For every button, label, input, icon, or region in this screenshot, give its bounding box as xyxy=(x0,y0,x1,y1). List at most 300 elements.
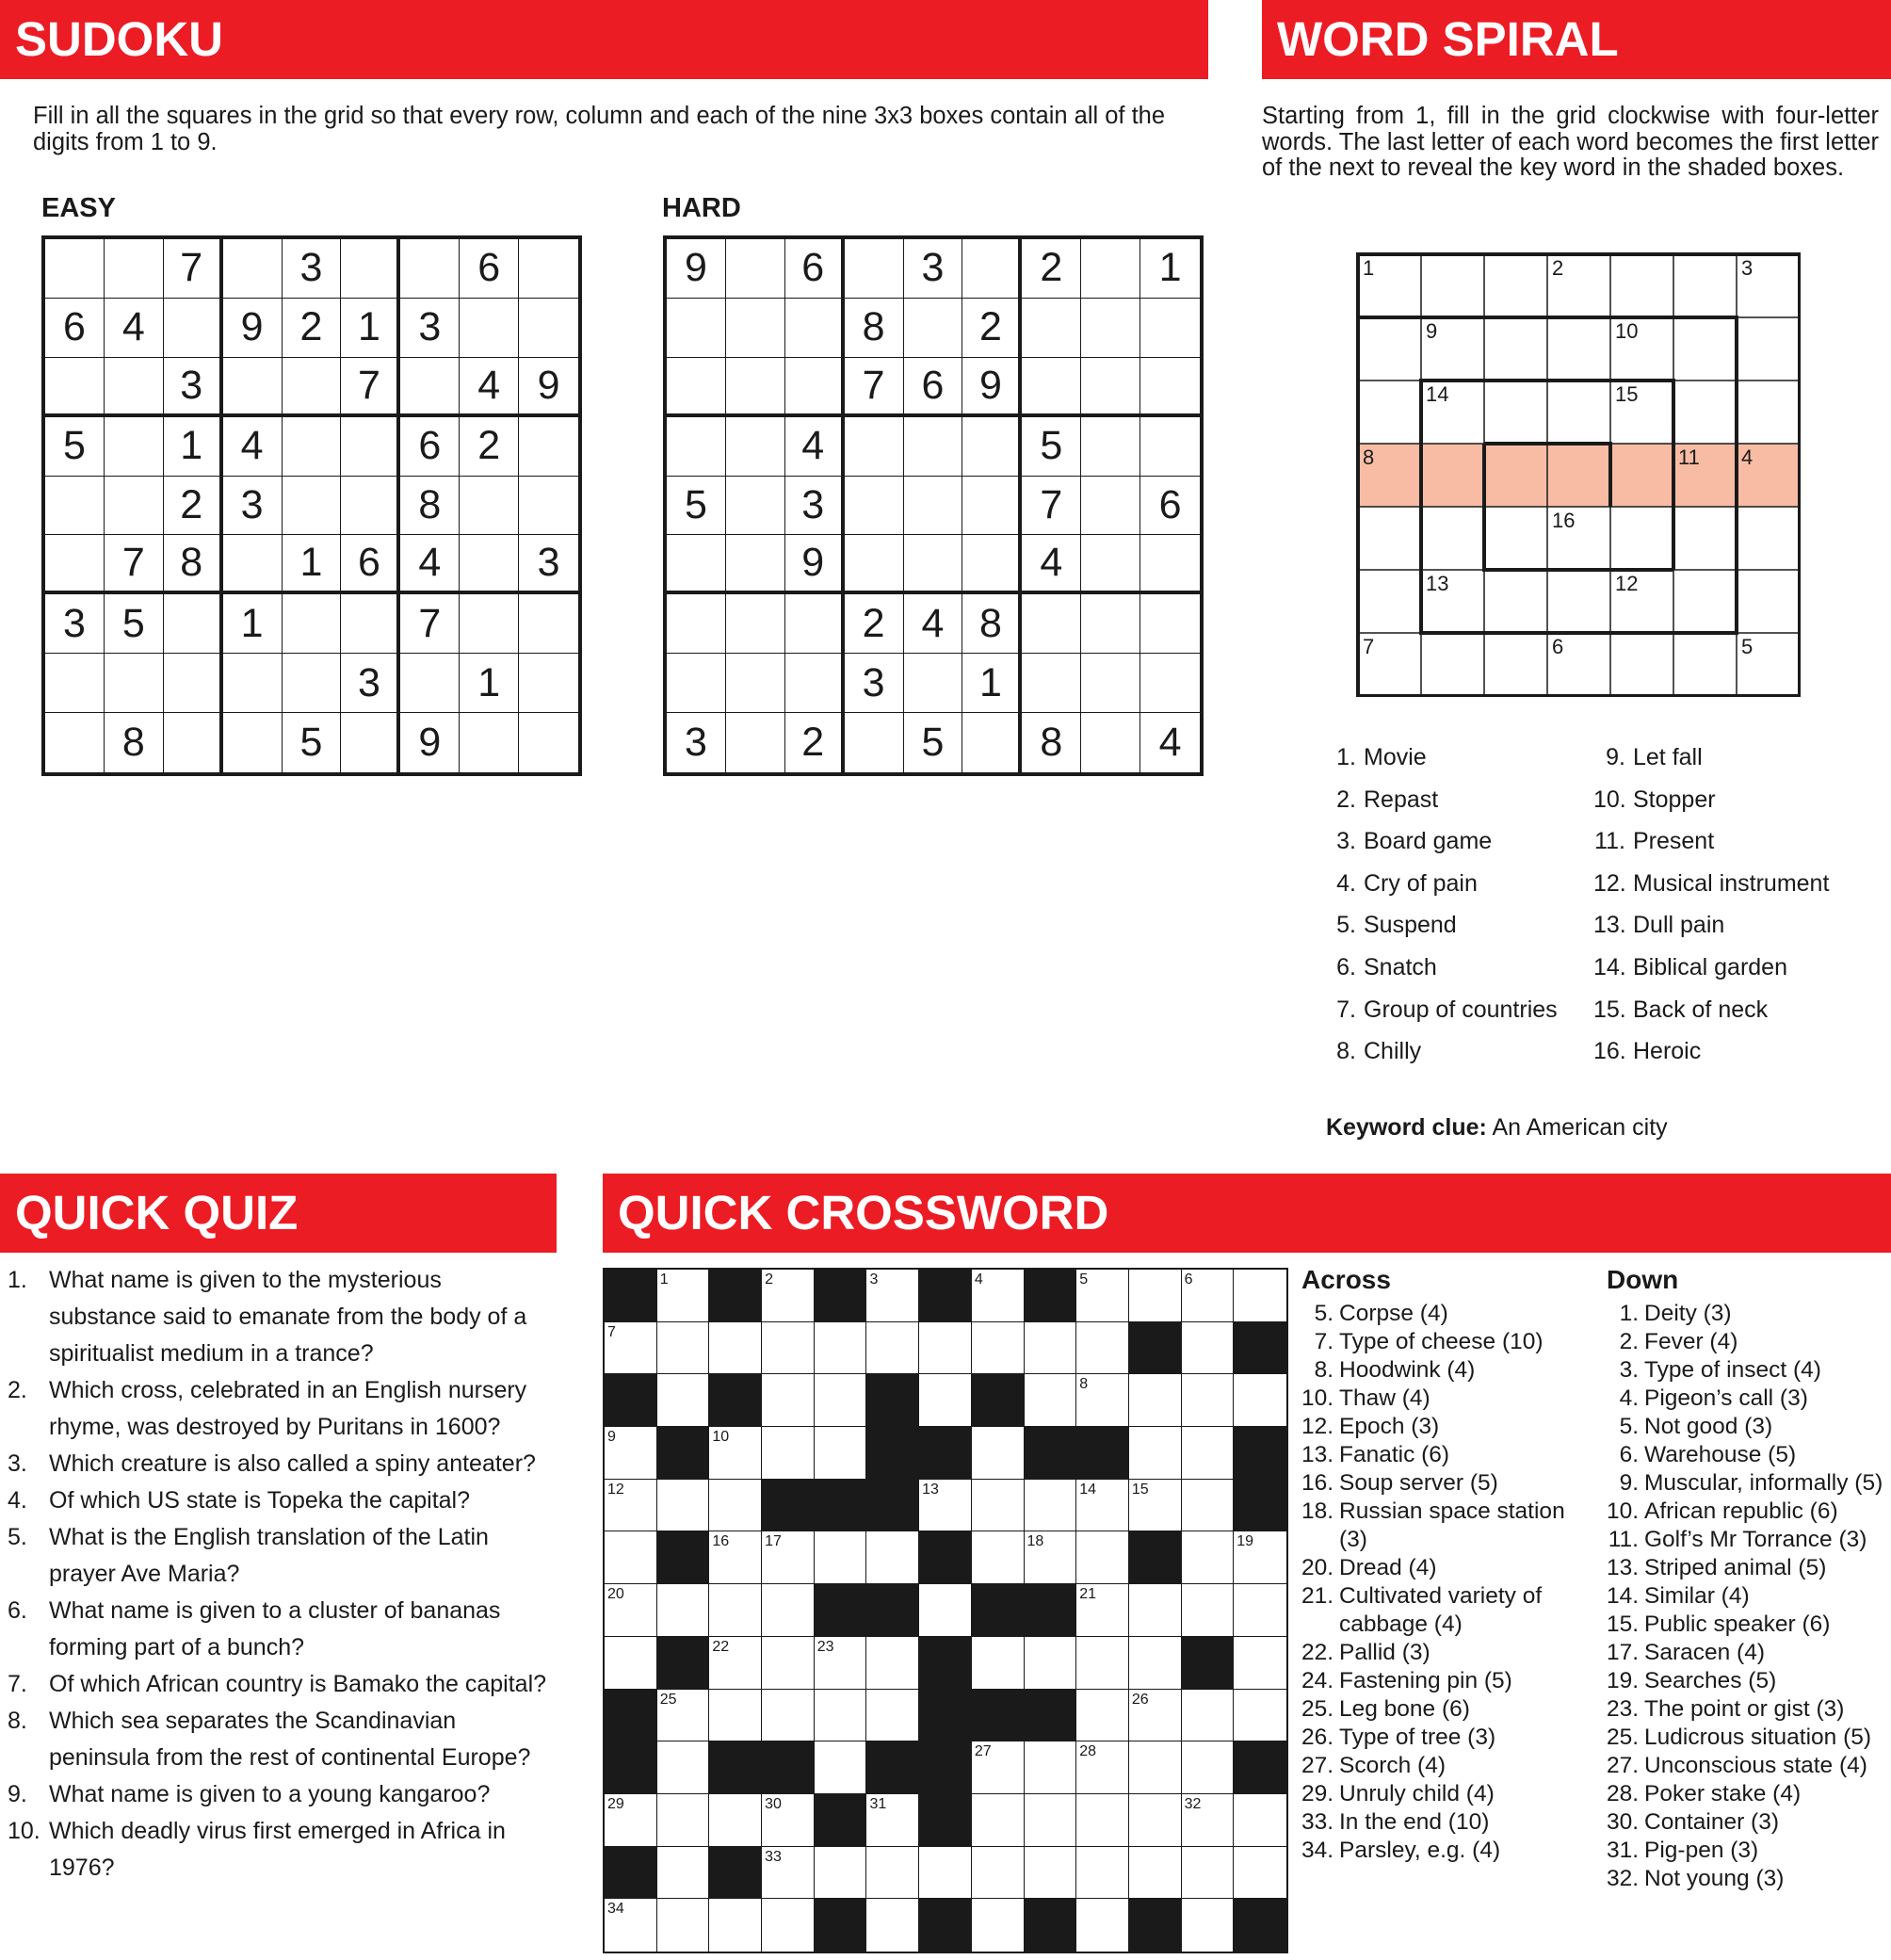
sudoku-cell[interactable] xyxy=(223,535,283,594)
sudoku-cell[interactable]: 3 xyxy=(400,299,460,358)
crossword-cell[interactable] xyxy=(1076,1480,1129,1532)
crossword-cell[interactable] xyxy=(972,1480,1025,1532)
sudoku-cell[interactable]: 9 xyxy=(667,239,726,299)
sudoku-cell[interactable] xyxy=(667,594,726,654)
sudoku-cell[interactable]: 6 xyxy=(1140,477,1200,536)
crossword-cell[interactable] xyxy=(972,1741,1025,1794)
crossword-cell[interactable] xyxy=(709,1322,762,1375)
crossword-cell[interactable] xyxy=(1234,1531,1286,1584)
spiral-clue-number: 1. xyxy=(1336,744,1356,770)
crossword-cell[interactable] xyxy=(972,1637,1025,1690)
crossword-cell[interactable] xyxy=(1234,1690,1286,1742)
crossword-cell[interactable] xyxy=(1025,1531,1077,1584)
sudoku-cell[interactable] xyxy=(1140,358,1200,417)
quiz-question-text: What name is given to a cluster of bananas forming part of a bunch? xyxy=(49,1597,501,1660)
sudoku-cell[interactable] xyxy=(1081,358,1140,417)
sudoku-cell[interactable]: 6 xyxy=(341,535,400,594)
crossword-black-cell xyxy=(1129,1322,1182,1375)
sudoku-cell[interactable] xyxy=(667,299,726,358)
sudoku-cell[interactable]: 1 xyxy=(164,417,223,477)
sudoku-cell[interactable]: 5 xyxy=(1022,417,1081,477)
sudoku-cell[interactable] xyxy=(1140,299,1200,358)
crossword-cell[interactable] xyxy=(762,1531,815,1584)
crossword-cell[interactable] xyxy=(605,1531,657,1584)
crossword-cell[interactable] xyxy=(657,1480,710,1532)
crossword-clue-number: 34. xyxy=(1301,1838,1334,1863)
crossword-cell[interactable] xyxy=(1182,1899,1235,1952)
sudoku-cell[interactable] xyxy=(1140,417,1200,477)
sudoku-cell[interactable] xyxy=(962,713,1022,772)
crossword-cell[interactable] xyxy=(919,1847,972,1900)
crossword-black-cell xyxy=(1025,1690,1077,1742)
sudoku-cell[interactable] xyxy=(460,713,519,772)
sudoku-cell[interactable] xyxy=(1081,477,1140,536)
sudoku-cell[interactable] xyxy=(1081,299,1140,358)
sudoku-cell[interactable] xyxy=(283,358,342,417)
crossword-cell[interactable] xyxy=(972,1322,1025,1375)
sudoku-cell[interactable] xyxy=(400,239,460,299)
crossword-cell[interactable] xyxy=(815,1374,867,1427)
crossword-cell[interactable] xyxy=(1182,1794,1235,1847)
crossword-clue-text: Ludicrous situation (5) xyxy=(1644,1725,1872,1750)
sudoku-cell[interactable]: 1 xyxy=(460,654,519,713)
crossword-cell[interactable] xyxy=(815,1322,867,1375)
crossword-cell[interactable] xyxy=(866,1637,919,1690)
sudoku-cell[interactable] xyxy=(1081,713,1140,772)
sudoku-cell[interactable]: 4 xyxy=(105,299,164,358)
crossword-cell[interactable] xyxy=(1234,1794,1286,1847)
crossword-cell[interactable] xyxy=(972,1899,1025,1952)
sudoku-cell[interactable]: 7 xyxy=(400,594,460,654)
crossword-cell[interactable] xyxy=(1076,1637,1129,1690)
sudoku-cell[interactable]: 6 xyxy=(460,239,519,299)
crossword-cell[interactable] xyxy=(866,1899,919,1952)
crossword-cell[interactable] xyxy=(972,1794,1025,1847)
sudoku-cell[interactable] xyxy=(785,358,845,417)
sudoku-cell[interactable] xyxy=(845,713,904,772)
crossword-cell[interactable] xyxy=(1129,1270,1182,1322)
sudoku-cell[interactable]: 7 xyxy=(845,358,904,417)
crossword-cell[interactable] xyxy=(815,1531,867,1584)
crossword-cell[interactable] xyxy=(815,1427,867,1480)
sudoku-cell[interactable] xyxy=(341,594,400,654)
sudoku-cell[interactable] xyxy=(45,358,105,417)
crossword-cell[interactable] xyxy=(1025,1637,1077,1690)
sudoku-cell[interactable]: 2 xyxy=(283,299,342,358)
sudoku-cell[interactable] xyxy=(105,417,164,477)
sudoku-cell[interactable] xyxy=(341,417,400,477)
crossword-cell-number: 24 xyxy=(922,1638,939,1655)
sudoku-cell[interactable] xyxy=(400,654,460,713)
sudoku-cell[interactable]: 3 xyxy=(45,594,105,654)
sudoku-cell[interactable] xyxy=(667,417,726,477)
crossword-cell[interactable] xyxy=(762,1374,815,1427)
sudoku-cell[interactable]: 9 xyxy=(519,358,578,417)
crossword-cell[interactable] xyxy=(1182,1374,1235,1427)
sudoku-cell[interactable]: 1 xyxy=(962,654,1022,713)
sudoku-cell[interactable]: 4 xyxy=(460,358,519,417)
crossword-cell[interactable] xyxy=(1025,1322,1077,1375)
crossword-cell[interactable] xyxy=(657,1690,710,1742)
crossword-cell[interactable] xyxy=(1076,1322,1129,1375)
sudoku-cell[interactable]: 3 xyxy=(223,477,283,536)
quiz-question xyxy=(8,1446,554,1482)
sudoku-cell[interactable] xyxy=(223,654,283,713)
crossword-cell[interactable] xyxy=(1025,1794,1077,1847)
sudoku-cell[interactable] xyxy=(1022,594,1081,654)
sudoku-cell[interactable] xyxy=(45,654,105,713)
crossword-cell[interactable] xyxy=(972,1270,1025,1322)
crossword-cell[interactable] xyxy=(1182,1480,1235,1532)
crossword-cell[interactable] xyxy=(1234,1847,1286,1900)
sudoku-cell[interactable] xyxy=(667,535,726,594)
sudoku-cell[interactable] xyxy=(1140,535,1200,594)
crossword-cell[interactable] xyxy=(657,1584,710,1637)
crossword-cell[interactable] xyxy=(1182,1322,1235,1375)
crossword-cell[interactable] xyxy=(1182,1741,1235,1794)
sudoku-cell[interactable]: 9 xyxy=(400,713,460,772)
sudoku-cell[interactable] xyxy=(164,299,223,358)
sudoku-cell[interactable]: 3 xyxy=(519,535,578,594)
sudoku-cell[interactable]: 6 xyxy=(400,417,460,477)
sudoku-cell[interactable] xyxy=(164,594,223,654)
crossword-cell[interactable] xyxy=(762,1899,815,1952)
crossword-cell[interactable] xyxy=(1076,1531,1129,1584)
crossword-cell[interactable] xyxy=(919,1374,972,1427)
crossword-cell[interactable] xyxy=(866,1847,919,1900)
crossword-cell[interactable] xyxy=(972,1427,1025,1480)
crossword-cell[interactable] xyxy=(1182,1584,1235,1637)
sudoku-cell[interactable] xyxy=(223,713,283,772)
crossword-cell[interactable] xyxy=(1025,1741,1077,1794)
sudoku-cell[interactable]: 3 xyxy=(667,713,726,772)
sudoku-cell[interactable] xyxy=(785,654,845,713)
sudoku-cell[interactable]: 7 xyxy=(341,358,400,417)
crossword-cell[interactable] xyxy=(815,1847,867,1900)
sudoku-cell[interactable]: 2 xyxy=(460,417,519,477)
sudoku-cell[interactable] xyxy=(519,477,578,536)
sudoku-cell[interactable] xyxy=(726,417,785,477)
sudoku-cell[interactable] xyxy=(726,477,785,536)
sudoku-cell[interactable] xyxy=(845,417,904,477)
crossword-cell[interactable] xyxy=(762,1794,815,1847)
crossword-cell[interactable] xyxy=(605,1480,657,1532)
sudoku-cell[interactable] xyxy=(726,594,785,654)
sudoku-cell[interactable]: 2 xyxy=(1022,239,1081,299)
crossword-cell[interactable] xyxy=(1129,1427,1182,1480)
sudoku-cell[interactable]: 8 xyxy=(105,713,164,772)
sudoku-cell[interactable] xyxy=(667,358,726,417)
sudoku-cell[interactable] xyxy=(1022,299,1081,358)
sudoku-cell[interactable] xyxy=(460,535,519,594)
crossword-cell[interactable] xyxy=(1076,1847,1129,1900)
crossword-cell[interactable] xyxy=(657,1374,710,1427)
crossword-cell[interactable] xyxy=(866,1270,919,1322)
crossword-cell[interactable] xyxy=(1076,1690,1129,1742)
sudoku-cell[interactable]: 4 xyxy=(904,594,963,654)
crossword-cell[interactable] xyxy=(605,1584,657,1637)
sudoku-cell[interactable] xyxy=(519,654,578,713)
sudoku-cell[interactable] xyxy=(1081,654,1140,713)
crossword-cell[interactable] xyxy=(709,1531,762,1584)
crossword-cell[interactable] xyxy=(1182,1531,1235,1584)
crossword-cell[interactable] xyxy=(815,1690,867,1742)
sudoku-cell[interactable]: 7 xyxy=(164,239,223,299)
sudoku-cell[interactable]: 2 xyxy=(785,713,845,772)
sudoku-cell[interactable] xyxy=(519,239,578,299)
sudoku-cell[interactable] xyxy=(726,713,785,772)
crossword-cell[interactable] xyxy=(866,1794,919,1847)
crossword-cell[interactable] xyxy=(815,1637,867,1690)
crossword-cell[interactable] xyxy=(762,1270,815,1322)
crossword-cell[interactable] xyxy=(919,1480,972,1532)
sudoku-cell[interactable] xyxy=(223,358,283,417)
sudoku-cell[interactable] xyxy=(962,477,1022,536)
crossword-cell[interactable] xyxy=(1025,1847,1077,1900)
sudoku-cell[interactable]: 4 xyxy=(400,535,460,594)
sudoku-cell[interactable] xyxy=(1081,535,1140,594)
crossword-cell[interactable] xyxy=(866,1690,919,1742)
sudoku-cell[interactable] xyxy=(1081,417,1140,477)
crossword-clue xyxy=(1301,1498,1584,1554)
crossword-cell-number: 27 xyxy=(974,1743,992,1760)
sudoku-cell[interactable]: 3 xyxy=(785,477,845,536)
sudoku-cell[interactable] xyxy=(904,477,963,536)
sudoku-cell[interactable] xyxy=(105,239,164,299)
sudoku-cell[interactable] xyxy=(667,654,726,713)
crossword-cell[interactable] xyxy=(1076,1584,1129,1637)
sudoku-cell[interactable] xyxy=(105,654,164,713)
crossword-cell[interactable] xyxy=(762,1847,815,1900)
sudoku-cell[interactable]: 3 xyxy=(164,358,223,417)
sudoku-cell[interactable] xyxy=(341,713,400,772)
sudoku-cell[interactable]: 3 xyxy=(904,239,963,299)
crossword-cell[interactable] xyxy=(1076,1794,1129,1847)
crossword-cell[interactable] xyxy=(1129,1794,1182,1847)
sudoku-cell[interactable] xyxy=(1022,358,1081,417)
sudoku-cell[interactable]: 2 xyxy=(962,299,1022,358)
crossword-cell[interactable] xyxy=(1129,1741,1182,1794)
sudoku-cell[interactable] xyxy=(785,594,845,654)
sudoku-cell[interactable] xyxy=(1140,594,1200,654)
crossword-cell[interactable] xyxy=(762,1584,815,1637)
crossword-cell[interactable] xyxy=(1025,1480,1077,1532)
sudoku-cell[interactable]: 6 xyxy=(904,358,963,417)
sudoku-cell[interactable]: 5 xyxy=(283,713,342,772)
crossword-cell[interactable] xyxy=(709,1690,762,1742)
crossword-cell[interactable] xyxy=(605,1637,657,1690)
crossword-cell[interactable] xyxy=(605,1899,657,1952)
sudoku-cell[interactable]: 3 xyxy=(341,654,400,713)
crossword-cell[interactable] xyxy=(919,1584,972,1637)
sudoku-cell[interactable] xyxy=(785,299,845,358)
sudoku-cell[interactable] xyxy=(904,417,963,477)
sudoku-cell[interactable]: 4 xyxy=(785,417,845,477)
sudoku-cell[interactable]: 6 xyxy=(45,299,105,358)
crossword-cell[interactable] xyxy=(709,1899,762,1952)
crossword-cell[interactable] xyxy=(1182,1847,1235,1900)
sudoku-cell[interactable] xyxy=(164,713,223,772)
sudoku-cell[interactable] xyxy=(519,594,578,654)
crossword-cell[interactable] xyxy=(972,1531,1025,1584)
crossword-cell[interactable] xyxy=(815,1741,867,1794)
sudoku-cell[interactable] xyxy=(726,299,785,358)
crossword-cell[interactable] xyxy=(1025,1374,1077,1427)
sudoku-cell[interactable] xyxy=(962,239,1022,299)
crossword-cell[interactable] xyxy=(709,1794,762,1847)
crossword-cell[interactable] xyxy=(1076,1741,1129,1794)
sudoku-cell[interactable]: 1 xyxy=(223,594,283,654)
sudoku-cell[interactable] xyxy=(904,299,963,358)
crossword-cell[interactable] xyxy=(1129,1847,1182,1900)
crossword-cell[interactable] xyxy=(1129,1584,1182,1637)
sudoku-cell[interactable] xyxy=(460,299,519,358)
spiral-clue-text: Movie xyxy=(1364,744,1427,770)
crossword-cell[interactable] xyxy=(605,1794,657,1847)
sudoku-cell[interactable] xyxy=(400,358,460,417)
crossword-cell[interactable] xyxy=(1129,1637,1182,1690)
crossword-cell[interactable] xyxy=(657,1794,710,1847)
sudoku-cell[interactable] xyxy=(519,417,578,477)
sudoku-cell[interactable] xyxy=(845,535,904,594)
crossword-cell[interactable] xyxy=(1076,1374,1129,1427)
sudoku-cell[interactable]: 4 xyxy=(1158,720,1182,766)
crossword-cell[interactable] xyxy=(866,1531,919,1584)
sudoku-cell[interactable] xyxy=(1022,654,1081,713)
crossword-cell[interactable] xyxy=(1234,1270,1286,1322)
crossword-cell[interactable] xyxy=(1182,1270,1235,1322)
crossword-cell[interactable] xyxy=(1234,1637,1286,1690)
sudoku-cell[interactable] xyxy=(519,299,578,358)
crossword-cell[interactable] xyxy=(1182,1690,1235,1742)
sudoku-cell[interactable] xyxy=(283,654,342,713)
sudoku-cell[interactable] xyxy=(1140,654,1200,713)
sudoku-cell[interactable]: 8 xyxy=(164,535,223,594)
sudoku-cell[interactable] xyxy=(45,535,105,594)
sudoku-cell[interactable]: 1 xyxy=(1140,239,1200,299)
sudoku-cell[interactable]: 5 xyxy=(904,713,963,772)
sudoku-cell[interactable]: 4 xyxy=(223,417,283,477)
crossword-cell[interactable] xyxy=(866,1322,919,1375)
crossword-cell[interactable] xyxy=(709,1637,762,1690)
sudoku-cell[interactable] xyxy=(341,477,400,536)
sudoku-cell[interactable]: 5 xyxy=(105,594,164,654)
sudoku-cell[interactable]: 9 xyxy=(223,299,283,358)
sudoku-cell[interactable] xyxy=(1081,239,1140,299)
crossword-cell[interactable] xyxy=(605,1427,657,1480)
sudoku-cell[interactable]: 1 xyxy=(341,299,400,358)
crossword-cell[interactable] xyxy=(1182,1427,1235,1480)
crossword-black-cell xyxy=(709,1741,762,1794)
crossword-cell-number: 8 xyxy=(1079,1376,1089,1393)
sudoku-cell[interactable]: 4 xyxy=(1022,535,1081,594)
crossword-cell[interactable] xyxy=(919,1322,972,1375)
sudoku-cell[interactable] xyxy=(45,477,105,536)
crossword-cell[interactable] xyxy=(605,1322,657,1375)
crossword-cell[interactable] xyxy=(657,1270,710,1322)
sudoku-cell[interactable] xyxy=(105,358,164,417)
sudoku-cell[interactable]: 3 xyxy=(283,239,342,299)
sudoku-cell[interactable] xyxy=(904,654,963,713)
sudoku-cell[interactable]: 7 xyxy=(105,535,164,594)
sudoku-cell[interactable] xyxy=(726,358,785,417)
sudoku-cell[interactable] xyxy=(45,239,105,299)
sudoku-cell[interactable]: 8 xyxy=(845,299,904,358)
sudoku-cell[interactable] xyxy=(283,477,342,536)
sudoku-cell[interactable]: 7 xyxy=(1022,477,1081,536)
sudoku-cell[interactable] xyxy=(1081,594,1140,654)
sudoku-instructions: Fill in all the squares in the grid so that every row, column and each of the nine 3x3 boxes contain all of the digits from 1 to 9. xyxy=(33,103,1166,155)
sudoku-cell[interactable] xyxy=(962,535,1022,594)
crossword-cell[interactable] xyxy=(1234,1374,1286,1427)
sudoku-cell[interactable] xyxy=(904,535,963,594)
sudoku-cell[interactable]: 9 xyxy=(785,535,845,594)
sudoku-cell[interactable]: 5 xyxy=(667,477,726,536)
sudoku-cell[interactable]: 3 xyxy=(845,654,904,713)
sudoku-cell[interactable] xyxy=(45,713,105,772)
sudoku-cell[interactable]: 5 xyxy=(45,417,105,477)
spiral-clue-number: 11. xyxy=(1594,828,1625,855)
sudoku-cell[interactable]: 2 xyxy=(845,594,904,654)
sudoku-cell[interactable] xyxy=(845,239,904,299)
crossword-cell[interactable] xyxy=(1129,1690,1182,1742)
crossword-cell[interactable] xyxy=(762,1427,815,1480)
crossword-cell[interactable] xyxy=(709,1480,762,1532)
crossword-cell[interactable] xyxy=(1076,1899,1129,1952)
sudoku-cell[interactable] xyxy=(726,654,785,713)
sudoku-cell[interactable] xyxy=(726,535,785,594)
crossword-cell[interactable] xyxy=(709,1427,762,1480)
sudoku-cell[interactable] xyxy=(460,594,519,654)
sudoku-cell[interactable] xyxy=(283,417,342,477)
crossword-cell[interactable] xyxy=(762,1322,815,1375)
sudoku-cell[interactable]: 8 xyxy=(1022,713,1081,772)
sudoku-cell[interactable]: 6 xyxy=(785,239,845,299)
crossword-cell[interactable] xyxy=(1129,1480,1182,1532)
crossword-cell[interactable] xyxy=(762,1690,815,1742)
sudoku-cell[interactable] xyxy=(105,477,164,536)
sudoku-cell[interactable] xyxy=(283,594,342,654)
crossword-cell[interactable] xyxy=(762,1637,815,1690)
crossword-clue-number: 30. xyxy=(1607,1809,1640,1835)
sudoku-cell[interactable]: 1 xyxy=(283,535,342,594)
crossword-cell[interactable] xyxy=(1234,1584,1286,1637)
sudoku-cell[interactable] xyxy=(519,713,578,772)
crossword-cell[interactable] xyxy=(1076,1270,1129,1322)
sudoku-cell[interactable] xyxy=(845,477,904,536)
sudoku-cell[interactable] xyxy=(460,477,519,536)
crossword-cell[interactable] xyxy=(657,1899,710,1952)
sudoku-cell[interactable] xyxy=(962,417,1022,477)
sudoku-cell[interactable]: 2 xyxy=(164,477,223,536)
crossword-cell-number: 15 xyxy=(1131,1481,1149,1498)
crossword-cell[interactable] xyxy=(657,1847,710,1900)
crossword-cell[interactable] xyxy=(972,1847,1025,1900)
sudoku-cell[interactable]: 8 xyxy=(962,594,1022,654)
sudoku-cell[interactable] xyxy=(164,654,223,713)
crossword-cell[interactable] xyxy=(657,1741,710,1794)
crossword-cell[interactable] xyxy=(709,1584,762,1637)
sudoku-cell[interactable]: 8 xyxy=(400,477,460,536)
sudoku-cell[interactable] xyxy=(223,239,283,299)
crossword-cell[interactable] xyxy=(1129,1374,1182,1427)
crossword-black-cell xyxy=(1234,1899,1286,1952)
sudoku-cell[interactable] xyxy=(726,239,785,299)
sudoku-cell[interactable]: 9 xyxy=(962,358,1022,417)
crossword-cell[interactable] xyxy=(657,1322,710,1375)
sudoku-cell[interactable] xyxy=(341,239,400,299)
crossword-clue-text: Scorch (4) xyxy=(1339,1753,1447,1778)
